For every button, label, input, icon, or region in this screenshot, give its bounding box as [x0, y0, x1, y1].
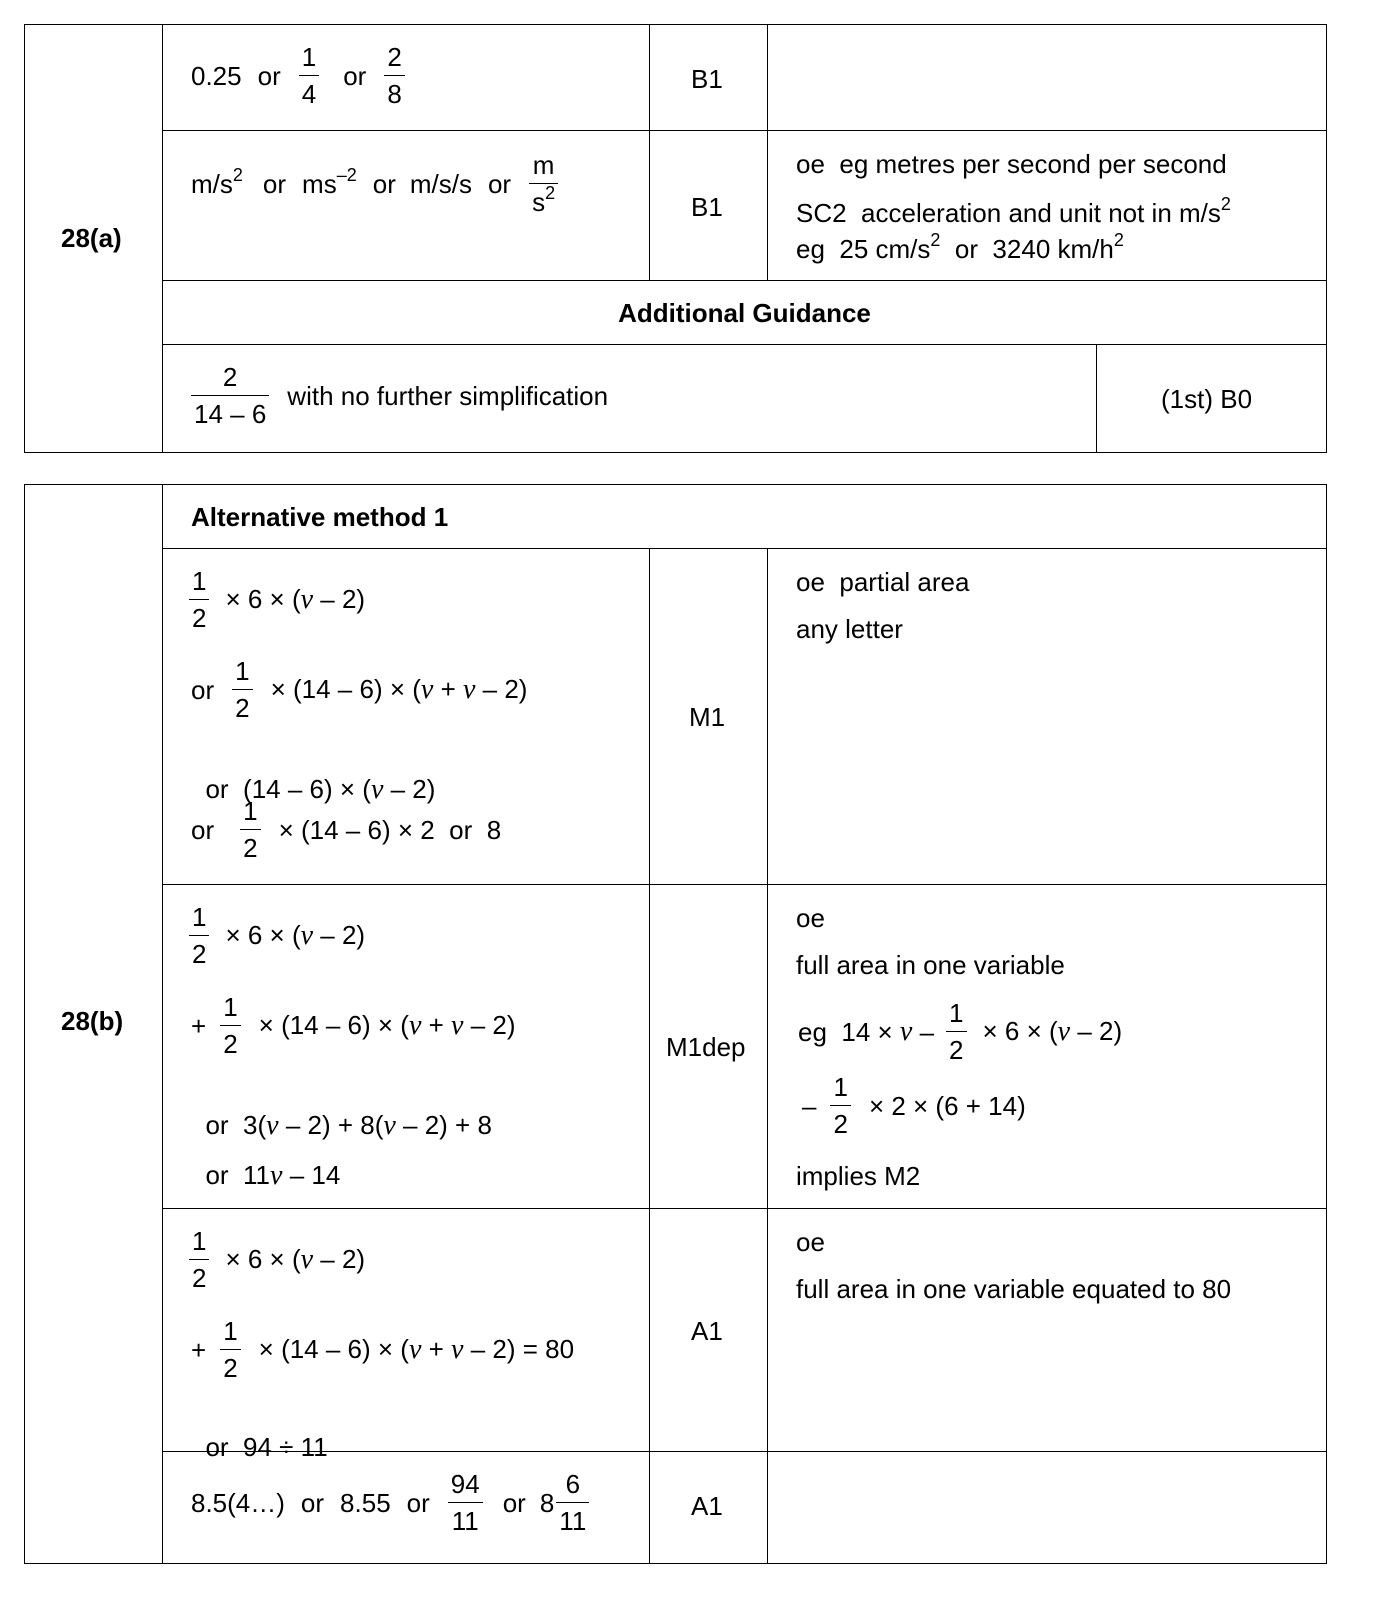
unit: m/s/s: [409, 168, 472, 199]
or-text: or: [262, 168, 287, 199]
mixed-number-whole: 8: [539, 1487, 555, 1518]
guidance-mark: (1st) B0: [1161, 384, 1253, 414]
divider: [162, 24, 163, 453]
fraction: [299, 44, 319, 107]
or-text: or: [372, 168, 396, 199]
fraction-half: $\frac{1}{2}$: [232, 658, 252, 721]
working-line: or (14 – 6) × (v – 2): [205, 774, 436, 805]
divider: [162, 130, 1327, 131]
mark: A1: [691, 1316, 723, 1346]
fraction: [529, 152, 558, 215]
comment: oe eg metres per second per second: [796, 149, 1227, 179]
divider: [1096, 344, 1097, 453]
divider: [162, 484, 163, 1564]
fraction: [384, 44, 404, 107]
method-title: Alternative method 1: [191, 502, 449, 532]
mark: M1dep: [666, 1032, 746, 1062]
divider: [162, 280, 1327, 281]
comment: any letter: [796, 614, 903, 644]
or-text: or: [406, 1487, 430, 1518]
fraction: $\frac{94}{11}$: [448, 1471, 483, 1534]
mark: M1: [689, 702, 726, 732]
working-line: + $\frac{1}{2}$ × (14 – 6) × (v + v – 2) = 80: [191, 1316, 575, 1383]
comment: full area in one variable: [796, 950, 1065, 980]
unit: $m/s^2$: [191, 164, 243, 199]
denominator: 4: [301, 79, 317, 109]
divider: [649, 548, 650, 1564]
denominator: 8: [387, 79, 402, 109]
or-text: or: [257, 60, 281, 91]
comment: oe partial area: [796, 567, 970, 597]
divider: [767, 548, 768, 1564]
fraction: $\frac{6}{11}$: [556, 1471, 589, 1534]
fraction-half: $\frac{1}{2}$: [946, 1000, 966, 1063]
working-line: $\frac{1}{2}$ × 6 × (v – 2): [189, 904, 365, 967]
working-line: or 94 ÷ 11: [205, 1432, 328, 1462]
fraction-half: $\frac{1}{2}$: [189, 568, 209, 631]
comment: oe: [796, 1227, 825, 1257]
comment: implies M2: [796, 1161, 921, 1191]
denominator: 14 – 6: [194, 399, 267, 429]
mark: B1: [691, 192, 723, 222]
numerator: 2: [222, 362, 238, 392]
guidance-cell: [191, 364, 608, 427]
divider: [649, 24, 650, 281]
working-line: or 11v – 14: [205, 1160, 341, 1191]
or-text: or: [502, 1487, 526, 1518]
question-label: 28(b): [61, 1006, 124, 1036]
fraction-half: $\frac{1}{2}$: [830, 1074, 850, 1137]
mark: A1: [691, 1491, 723, 1521]
answer-cell: [191, 152, 564, 215]
working-line: or $\frac{1}{2}$ × (14 – 6) × 2 or 8: [191, 796, 502, 863]
answer-cell: [191, 1471, 595, 1534]
divider: [162, 344, 1327, 345]
working-line: or $\frac{1}{2}$ × (14 – 6) × (v + v – 2): [191, 656, 528, 723]
answer-value: 8.55: [340, 1487, 391, 1518]
working-line: or 3(v – 2) + 8(v – 2) + 8: [205, 1110, 492, 1141]
divider: [162, 1208, 1327, 1209]
divider: [767, 24, 768, 281]
denominator: $s^2$: [532, 183, 556, 217]
numerator: 1: [301, 42, 317, 72]
answer-cell: [191, 44, 411, 107]
comment: oe: [796, 903, 825, 933]
fraction: [191, 364, 269, 427]
comment: – $\frac{1}{2}$ × 2 × (6 + 14): [802, 1072, 1026, 1139]
numerator: m: [532, 150, 555, 180]
or-text: or: [487, 168, 512, 199]
mark: B1: [691, 64, 723, 94]
unit: $ms^{-2}$: [302, 164, 357, 199]
guidance-text: with no further simplification: [287, 380, 609, 411]
divider: [162, 1451, 1327, 1452]
answer-value: 8.5(4…): [191, 1487, 285, 1518]
fraction-half: $\frac{1}{2}$: [189, 1228, 209, 1291]
fraction-half: $\frac{1}{2}$: [189, 904, 209, 967]
comment: full area in one variable equated to 80: [796, 1274, 1232, 1304]
comment: eg 14 × v – $\frac{1}{2}$ × 6 × (v – 2): [798, 998, 1123, 1065]
working-line: $\frac{1}{2}$ × 6 × (v – 2): [189, 1228, 365, 1291]
working-line: $\frac{1}{2}$ × 6 × (v – 2): [189, 568, 365, 631]
fraction-half: $\frac{1}{2}$: [220, 1318, 240, 1381]
comment: SC2 acceleration and unit not in $m/s^2$: [796, 194, 1231, 228]
divider: [162, 884, 1327, 885]
question-label: 28(a): [61, 223, 122, 253]
fraction-half: $\frac{1}{2}$: [240, 798, 260, 861]
fraction-half: $\frac{1}{2}$: [220, 994, 240, 1057]
working-line: + $\frac{1}{2}$ × (14 – 6) × (v + v – 2): [191, 992, 516, 1059]
numerator: 2: [387, 42, 402, 72]
or-text: or: [300, 1487, 325, 1518]
answer-value: 0.25: [191, 60, 242, 91]
guidance-title: Additional Guidance: [618, 298, 871, 328]
or-text: or: [343, 60, 367, 91]
comment: eg 25 $cm/s^2$ or 3240 $km/h^2$: [796, 230, 1124, 264]
divider: [162, 548, 1327, 549]
